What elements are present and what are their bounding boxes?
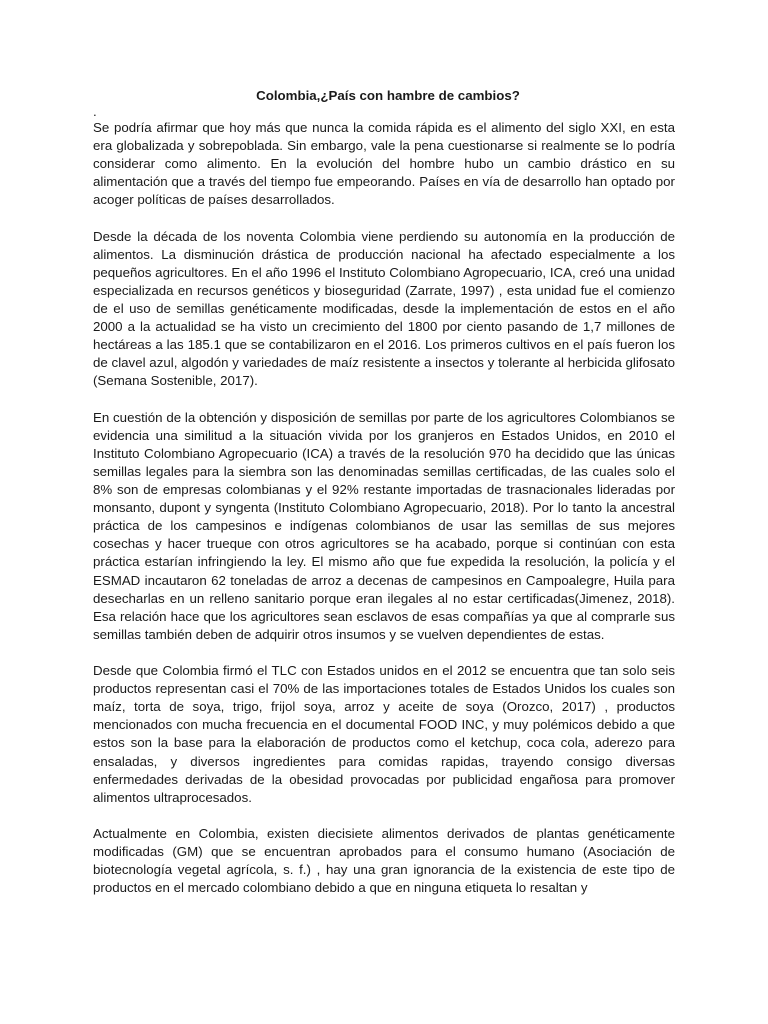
paragraph-tlc: Desde que Colombia firmó el TLC con Estados unidos en el 2012 se encuentra que tan solo seis productos representan casi el 70% de las importaciones totales de Estados Unidos los cuales son maíz, torta de soya, trigo, frijol soya, arroz y aceite de soya (Orozco, 2017) , productos mencionados con mucha frecuencia en el documental FOOD INC, y muy polémicos debido a que estos son la base para la elaboración de productos como el ketchup, coca cola, aderezo para ensaladas, y diversos ingredientes para comidas rapidas, trayendo consigo diversas enfermedades derivadas de la obesidad provocadas por publicidad engañosa para promover alimentos ultraprocesados. [93, 663, 675, 805]
document-title: Colombia,¿País con hambre de cambios? [256, 88, 520, 103]
paragraph-intro: Se podría afirmar que hoy más que nunca la comida rápida es el alimento del siglo XXI, en esta era globalizada y sobrepoblada. Sin embargo, vale la pena cuestionarse si realmente se lo podría considerar como alimento. En la evolución del hombre hubo un cambio drástico en su alimentación que a través del tiempo fue empeorando. Países en vía de desarrollo han optado por acoger políticas de países desarrollados. [93, 120, 675, 208]
document-body [93, 87, 675, 916]
paragraph-gm-foods: Actualmente en Colombia, existen diecisiete alimentos derivados de plantas genéticamente modificadas (GM) que se encuentran aprobados para el consumo humano (Asociación de biotecnología vegetal agrícola, s. f.) , hay una gran ignorancia de la existencia de este tipo de productos en el mercado colombiano debido a que en ninguna etiqueta lo resaltan y [93, 826, 675, 896]
stray-mark: . [93, 104, 97, 119]
paragraph-seeds: En cuestión de la obtención y disposición de semillas por parte de los agricultores Colombianos se evidencia una similitud a la situación vivida por los granjeros en Estados Unidos, en 2010 el Instituto Colombiano Agropecuario (ICA) a través de la resolución 970 ha decidido que las únicas semillas legales para la siembra son las denominadas semillas certificadas, de las cuales solo el 8% son de empresas colombianas y el 92% restante importadas de trasnacionales lideradas por monsanto, dupont y syngenta (Instituto Colombiano Agropecuario, 2018). Por lo tanto la ancestral práctica de los campesinos e indígenas colombianos de usar las semillas de sus mejores cosechas y hacer trueque con otros agricultores se ha acabado, porque si continúan con esta práctica estarían infringiendo la ley. El mismo año que fue expedida la resolución, la policía y el ESMAD incautaron 62 toneladas de arroz a decenas de campesinos en Campoalegre, Huila para desecharlas en un relleno sanitario porque eran ilegales al no estar certificadas(Jimenez, 2018). Esa relación hace que los agricultores sean esclavos de esas compañías ya que al comprarle sus semillas también deben de adquirir otros insumos y se vuelven dependientes de estas. [93, 409, 675, 642]
paragraph-autonomy: Desde la década de los noventa Colombia viene perdiendo su autonomía en la producción de alimentos. La disminución drástica de producción nacional ha afectado especialmente a los pequeños agricultores. En el año 1996 el Instituto Colombiano Agropecuario, ICA, creó una unidad especializada en recursos genéticos y bioseguridad (Zarrate, 1997) , esta unidad fue el comienzo de el uso de semillas genéticamente modificadas, desde la implementación de estos en el año 2000 a la actualidad se ha visto un crecimiento del 1800 por ciento pasando de 1,7 millones de hectáreas a las 185.1 que se contabilizaron en el 2016. Los primeros cultivos en el país fueron los de clavel azul, algodón y variedades de maíz resistente a insectos y tolerante al herbicida glifosato (Semana Sostenible, 2017). [93, 228, 675, 389]
